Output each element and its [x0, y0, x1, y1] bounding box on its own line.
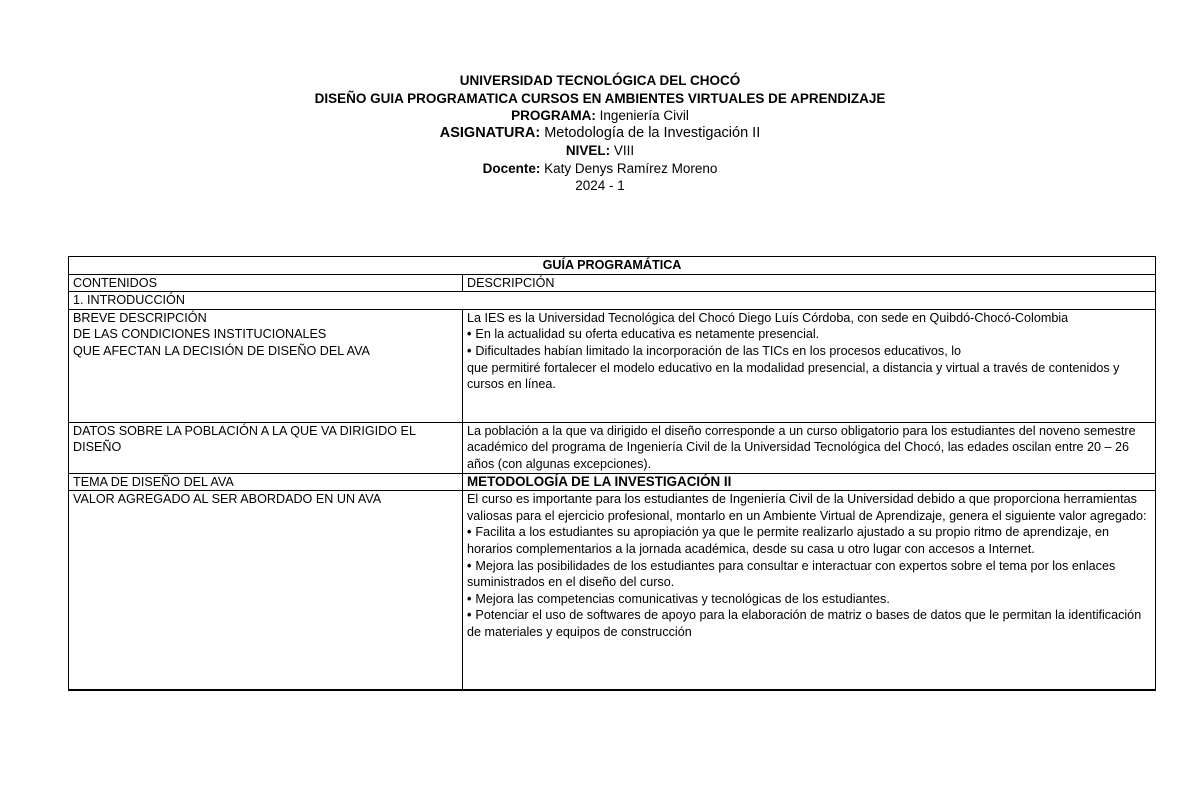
- guide-table: [68, 256, 1156, 691]
- docente-value: Katy Denys Ramírez Moreno: [540, 160, 718, 176]
- valor-description: [463, 491, 1156, 691]
- programa-line: [0, 107, 1200, 125]
- docente-line: [0, 160, 1200, 178]
- breve-bullet: • En la actualidad su oferta educativa es netamente presencial.: [467, 326, 1151, 343]
- design-title: DISEÑO GUIA PROGRAMATICA CURSOS EN AMBIENTES VIRTUALES DE APRENDIZAJE: [314, 90, 886, 106]
- table-row: [69, 309, 1156, 422]
- tema-value: METODOLOGÍA DE LA INVESTIGACIÓN II: [463, 473, 1156, 491]
- breve-intro: La IES es la Universidad Tecnológica del Chocó Diego Luís Córdoba, con sede en Quibdó-Chocó-Colombia: [467, 310, 1069, 325]
- breve-label-line: BREVE DESCRIPCIÓN: [73, 310, 207, 325]
- period: 2024 - 1: [575, 178, 625, 193]
- table-row: [69, 473, 1156, 491]
- breve-label-line: QUE AFECTAN LA DECISIÓN DE DISEÑO DEL AVA: [73, 343, 370, 358]
- asignatura-value: Metodología de la Investigación II: [540, 124, 761, 141]
- table-row: [69, 491, 1156, 691]
- breve-bullet: • Dificultades habían limitado la incorporación de las TICs en los procesos educativos, lo: [467, 343, 1151, 360]
- asignatura-label: ASIGNATURA:: [439, 124, 541, 141]
- valor-label: VALOR AGREGADO AL SER ABORDADO EN UN AVA: [69, 491, 463, 691]
- nivel-label: NIVEL:: [565, 143, 611, 158]
- tema-label: TEMA DE DISEÑO DEL AVA: [69, 473, 463, 491]
- valor-bullet: • Mejora las posibilidades de los estudiantes para consultar e interactuar con expertos sobre el tema por los enlaces suministrados en el diseño del curso.: [467, 558, 1151, 591]
- programa-label: PROGRAMA:: [511, 108, 596, 123]
- docente-label: Docente:: [482, 160, 541, 176]
- col-header-contenidos: CONTENIDOS: [69, 274, 463, 292]
- breve-description: [463, 309, 1156, 422]
- breve-label-line: DE LAS CONDICIONES INSTITUCIONALES: [73, 327, 327, 342]
- table-title: GUÍA PROGRAMÁTICA: [69, 257, 1156, 275]
- datos-text: La población a la que va dirigido el diseño corresponde a un curso obligatorio para los estudiantes del noveno semestre académico del programa de Ingeniería Civil de la Universidad Tecnológica del Chocó, las edades oscilan entre 20 – 26 años (con algunas excepciones).: [463, 422, 1156, 473]
- nivel-value: VIII: [610, 143, 635, 158]
- valor-bullet: • Potenciar el uso de softwares de apoyo para la elaboración de matriz o bases de datos que le permitan la identificación de materiales y equipos de construcción: [467, 607, 1151, 640]
- breve-continuation: que permitiré fortalecer el modelo educativo en la modalidad presencial, a distancia y virtual a través de contenidos y cursos en línea.: [467, 360, 1120, 392]
- table-row: [69, 422, 1156, 473]
- valor-intro: El curso es importante para los estudiantes de Ingeniería Civil de la Universidad debido a que proporciona herramientas valiosas para el ejercicio profesional, montarlo en un Ambiente Virtual de Aprendizaje, genera el siguiente valor agregado:: [467, 492, 1147, 523]
- programa-value: Ingeniería Civil: [595, 108, 689, 123]
- asignatura-line: [0, 125, 1200, 143]
- breve-label: [69, 309, 463, 422]
- university-title: UNIVERSIDAD TECNOLÓGICA DEL CHOCÓ: [459, 73, 741, 88]
- valor-bullet: • Facilita a los estudiantes su apropiación ya que le permite realizarlo ajustado a su propio ritmo de aprendizaje, en horarios complementarios a la jornada académica, desde su casa u otro lugar con accesos a Internet.: [467, 524, 1151, 557]
- nivel-line: [0, 142, 1200, 160]
- valor-bullet: • Mejora las competencias comunicativas y tecnológicas de los estudiantes.: [467, 591, 1151, 608]
- section-introduccion: 1. INTRODUCCIÓN: [69, 292, 1156, 310]
- datos-label: DATOS SOBRE LA POBLACIÓN A LA QUE VA DIRIGIDO EL DISEÑO: [69, 422, 463, 473]
- document-header: [0, 72, 1200, 195]
- col-header-descripcion: DESCRIPCIÓN: [463, 274, 1156, 292]
